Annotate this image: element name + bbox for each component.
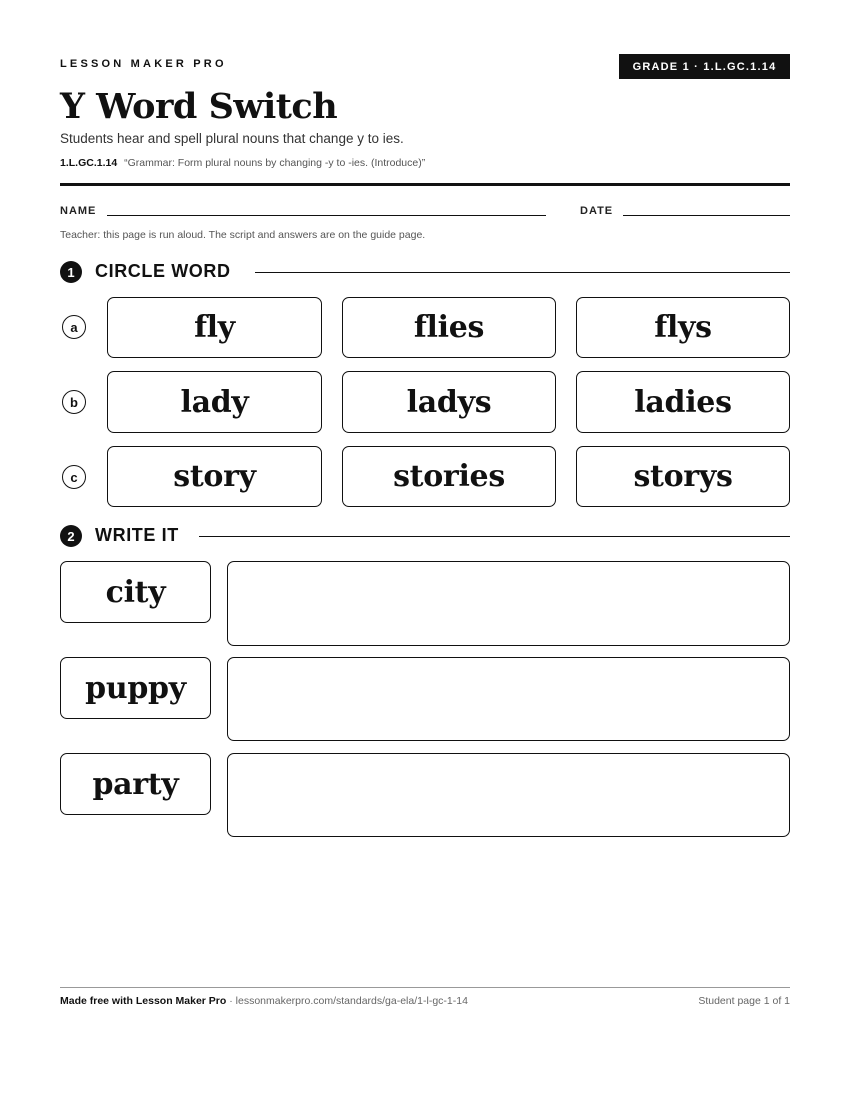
standard-line (60, 157, 425, 169)
footer-divider (60, 987, 790, 988)
standard-code: 1.L.GC.1.14 (60, 157, 118, 169)
footer-made-with: Made free with Lesson Maker Pro (60, 995, 227, 1007)
prompt-word-3: party (60, 753, 211, 815)
choice-c-2[interactable]: stories (342, 446, 556, 507)
answer-box-1[interactable] (227, 561, 790, 646)
name-field-line[interactable] (107, 215, 546, 216)
choice-b-2[interactable]: ladys (342, 371, 556, 433)
date-label: DATE (580, 205, 614, 217)
choice-a-1[interactable]: fly (107, 297, 322, 358)
teacher-note: Teacher: this page is run aloud. The script and answers are on the guide page. (60, 229, 426, 241)
answer-box-2[interactable] (227, 657, 790, 741)
name-label: NAME (60, 205, 97, 217)
grade-badge: GRADE 1 · 1.L.GC.1.14 (619, 54, 790, 79)
page-title: Y Word Switch (60, 86, 338, 127)
choice-c-1[interactable]: story (107, 446, 322, 507)
choice-b-1[interactable]: lady (107, 371, 322, 433)
section-2-number: 2 (60, 525, 82, 547)
brand-name: LESSON MAKER PRO (60, 58, 227, 70)
choice-a-2[interactable]: flies (342, 297, 556, 358)
row-label-b: b (62, 390, 86, 414)
footer-page-number: Student page 1 of 1 (698, 995, 790, 1007)
section-1-rule (255, 272, 790, 273)
footer-url[interactable]: · lessonmakerpro.com/standards/ga-ela/1-l-gc-1-14 (226, 995, 468, 1007)
row-label-c: c (62, 465, 86, 489)
header-divider (60, 183, 790, 186)
page-subtitle: Students hear and spell plural nouns that change y to ies. (60, 131, 404, 146)
standard-text: “Grammar: Form plural nouns by changing -y to -ies. (Introduce)” (124, 157, 426, 169)
choice-a-3[interactable]: flys (576, 297, 790, 358)
footer-credit (60, 995, 468, 1007)
section-1-title: CIRCLE WORD (95, 261, 231, 281)
prompt-word-2: puppy (60, 657, 211, 719)
section-2-rule (199, 536, 790, 537)
choice-c-3[interactable]: storys (576, 446, 790, 507)
section-1-number: 1 (60, 261, 82, 283)
choice-b-3[interactable]: ladies (576, 371, 790, 433)
row-label-a: a (62, 315, 86, 339)
answer-box-3[interactable] (227, 753, 790, 837)
prompt-word-1: city (60, 561, 211, 623)
section-2-title: WRITE IT (95, 525, 179, 545)
date-field-line[interactable] (623, 215, 790, 216)
